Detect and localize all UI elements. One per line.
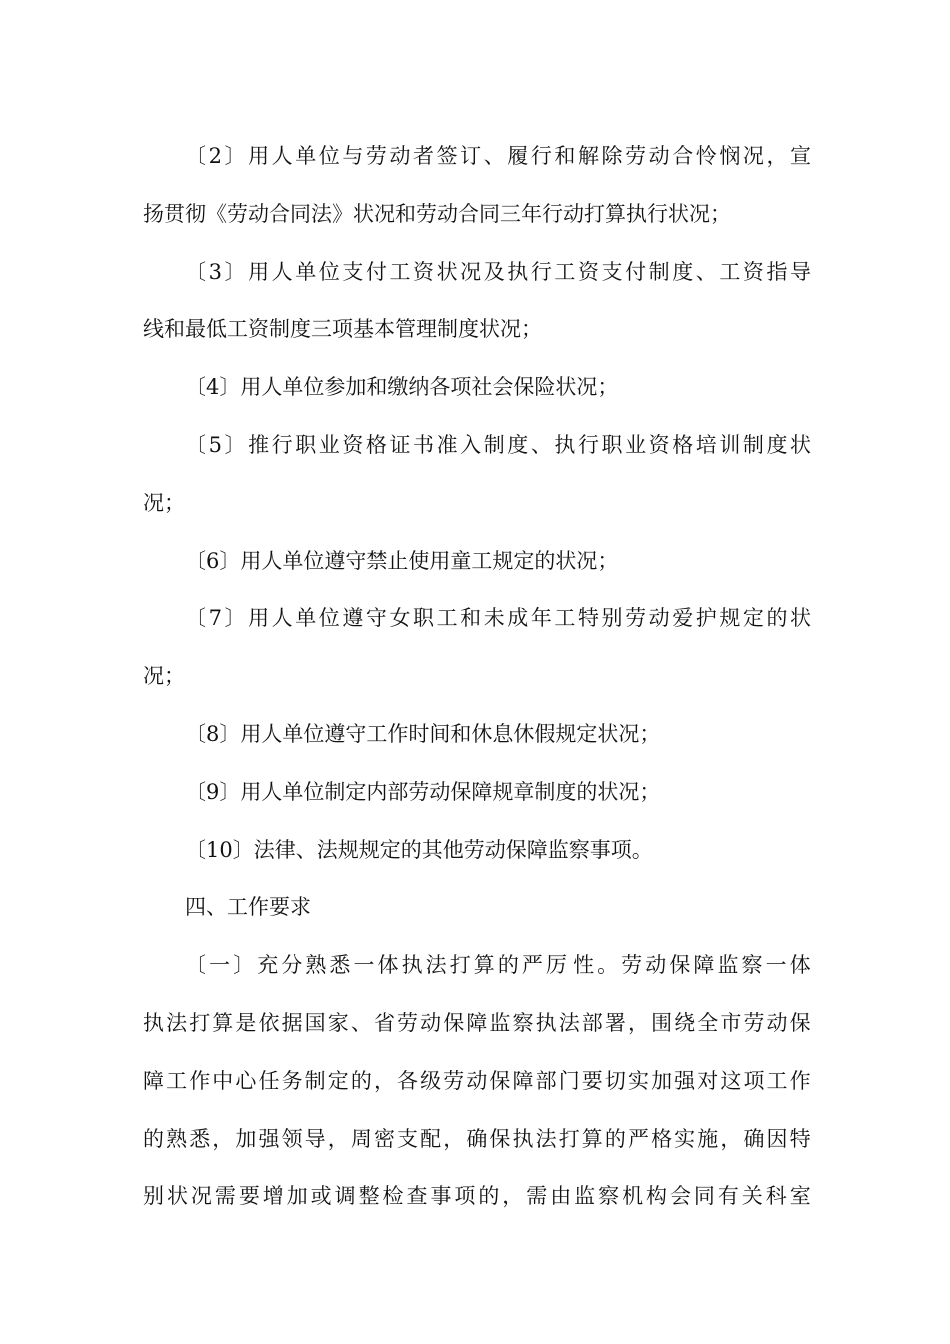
- text-line: [143, 764, 811, 822]
- text-line: 〔 2 〕 用 人 单 位 与 劳 动 者 签 订 、 履 行 和 解 除 劳 动 合 怜 悯 况 ， 宣: [185, 144, 811, 168]
- text-line: [143, 301, 811, 359]
- line-text: 〔6〕用人单位遵守禁止使用童工规定的状况；: [185, 548, 619, 573]
- line-text: 况；: [143, 664, 185, 689]
- text-line: 的 熟 悉 ， 加 强 领 导 ， 周 密 支 配 ， 确 保 执 法 打 算 的 严 格 实 施 ， 确 因 特: [143, 1126, 811, 1151]
- line-text: 四、工作要求: [185, 895, 311, 920]
- text-line: 〔 一 〕 充 分 熟 悉 一 体 执 法 打 算 的 严 厉 性 。 劳 动 保 障 监 察 一 体: [185, 953, 811, 978]
- text-line: 别 状 况 需 要 增 加 或 调 整 检 查 事 项 的 ， 需 由 监 察 机 构 会 同 有 关 科 室: [143, 1184, 811, 1209]
- text-line: [143, 186, 811, 244]
- line-text: 〔9〕用人单位制定内部劳动保障规章制度的状况；: [185, 779, 661, 804]
- text-line: [143, 648, 811, 706]
- line-text: 〔10〕法律、法规规定的其他劳动保障监察事项。: [185, 837, 653, 862]
- line-text: 〔4〕用人单位参加和缴纳各项社会保险状况；: [185, 375, 619, 400]
- line-text: 况；: [143, 490, 185, 515]
- text-line: 〔 5 〕 推 行 职 业 资 格 证 书 准 入 制 度 、 执 行 职 业 资 格 培 训 制 度 状: [185, 432, 811, 457]
- line-text: 线和最低工资制度三项基本管理制度状况；: [143, 317, 542, 342]
- text-line: [143, 879, 811, 937]
- document-body: [143, 128, 811, 1226]
- text-line: 执 法 打 算 是 依 据 国 家 、 省 劳 动 保 障 监 察 执 法 部 署 ， 围 绕 全 市 劳 动 保: [143, 1010, 811, 1035]
- text-line: [143, 822, 811, 880]
- text-line: [143, 533, 811, 591]
- text-line: [143, 706, 811, 764]
- line-text: 扬贯彻《劳动合同法》状况和劳动合同三年行动打算执行状况；: [143, 201, 731, 226]
- text-line: [143, 359, 811, 417]
- text-line: [143, 475, 811, 533]
- text-line: 〔 3 〕 用 人 单 位 支 付 工 资 状 况 及 执 行 工 资 支 付 制 度 、 工 资 指 导: [185, 259, 811, 284]
- text-line: 〔 7 〕 用 人 单 位 遵 守 女 职 工 和 未 成 年 工 特 别 劳 动 爱 护 规 定 的 状: [185, 606, 811, 631]
- line-text: 〔8〕用人单位遵守工作时间和休息休假规定状况；: [185, 721, 661, 746]
- text-line: 障 工 作 中 心 任 务 制 定 的 ， 各 级 劳 动 保 障 部 门 要 切 实 加 强 对 这 项 工 作: [143, 1068, 811, 1093]
